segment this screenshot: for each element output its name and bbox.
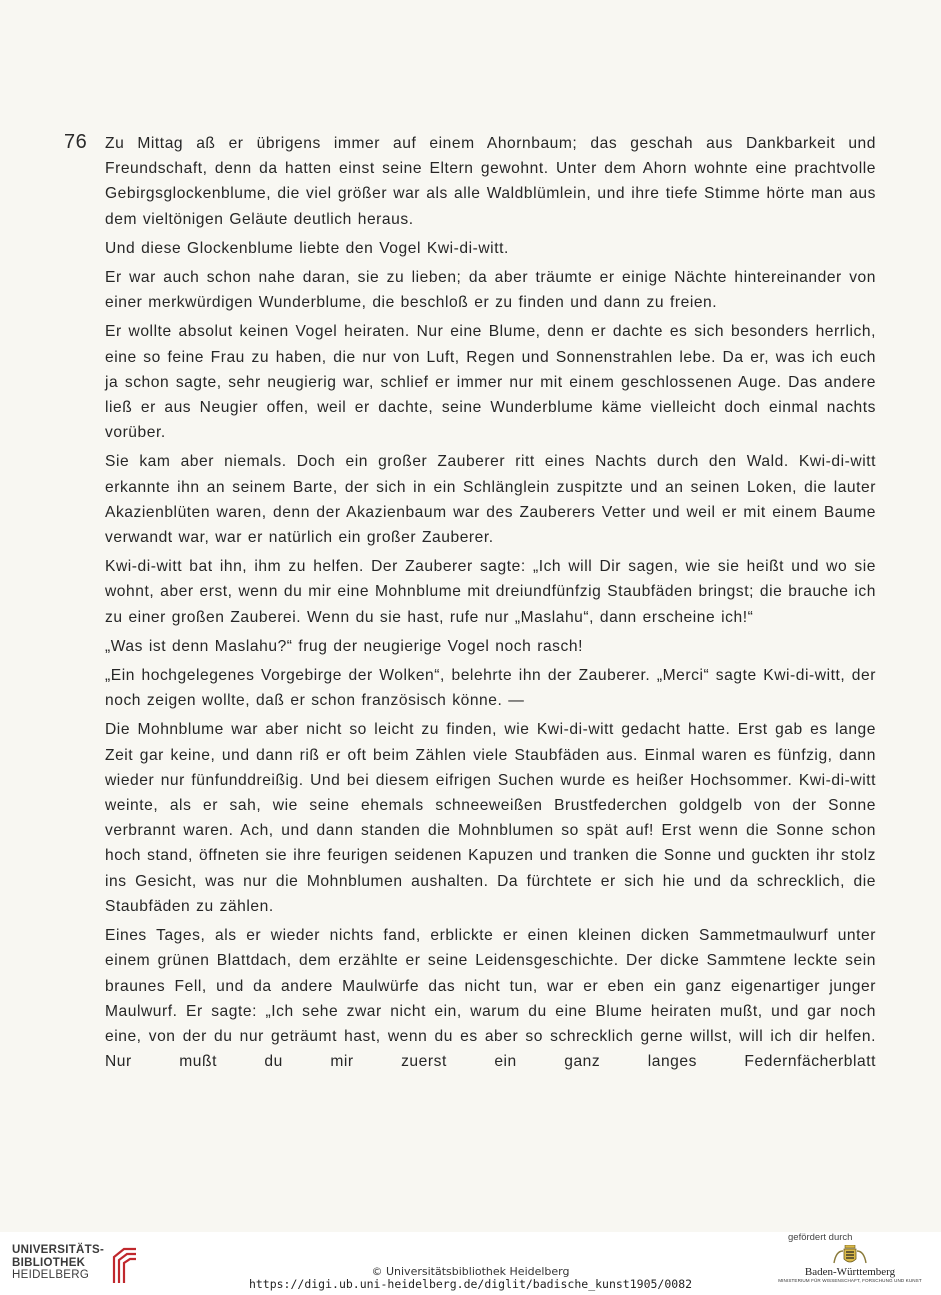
copyright-notice: © Universitätsbibliothek Heidelberg bbox=[371, 1265, 570, 1278]
library-name-line: UNIVERSITÄTS- bbox=[12, 1244, 105, 1256]
ministry-name: MINISTERIUM FÜR WISSENSCHAFT, FORSCHUNG UND KUNST bbox=[778, 1278, 922, 1283]
sponsor-label: gefördert durch bbox=[788, 1232, 853, 1243]
paragraph: Zu Mittag aß er übrigens immer auf einem Ahornbaum; das geschah aus Dankbarkeit und Freundschaft, denn da hatten einst seine Eltern gewohnt. Unter dem Ahorn wohnte eine prachtvolle Gebirgsglockenblume, die viel größer war als alle Waldblümlein, und ihre tiefe Stimme hörte man aus dem vieltönigen Geläute deutlich heraus. bbox=[105, 135, 876, 228]
paragraph: „Was ist denn Maslahu?“ frug der neugierige Vogel noch rasch! bbox=[105, 637, 583, 655]
library-name-line: BIBLIOTHEK bbox=[12, 1256, 86, 1269]
permalink-url[interactable]: https://digi.ub.uni-heidelberg.de/diglit/badische_kunst1905/0082 bbox=[248, 1277, 693, 1291]
paragraph: „Ein hochgelegenes Vorgebirge der Wolken“, belehrte ihn der Zauberer. „Merci“ sagte Kwi-di-witt, der noch zeigen wollte, daß er schon französisch könne. — bbox=[105, 667, 876, 710]
paragraph: Eines Tages, als er wieder nichts fand, erblickte er einen kleinen dicken Sammetmaulwurf unter einem grünen Blattdach, dem erzählte er seine Leidensgeschichte. Der dicke Sammtene leckte sein braunes Fell, und da andere Maulwürfe das nicht tun, war er eben ein ganz eigenartiger junger Maulwurf. Er sagte: „Ich sehe zwar nicht ein, warum du eine Blume heiraten mußt, und gar noch eine, von der du nur geträumt hast, wenn du es aber so schrecklich gerne willst, will ich dir helfen. Nur mußt du mir zuerst ein ganz langes Federnfächerblatt bbox=[105, 927, 876, 1071]
paragraph: Und diese Glockenblume liebte den Vogel Kwi-di-witt. bbox=[105, 239, 509, 257]
viewer-footer bbox=[0, 1232, 941, 1295]
paragraph: Er war auch schon nahe daran, sie zu lieben; da aber träumte er einige Nächte hintereinander von einer merkwürdigen Wunderblume, die beschloß er zu finden und dann zu freien. bbox=[105, 269, 876, 312]
paragraph: Er wollte absolut keinen Vogel heiraten. Nur eine Blume, denn er dachte es sich besonders herrlich, eine so feine Frau zu haben, die nur von Luft, Regen und Sonnenstrahlen lebe. Da er, was ich euch ja schon sagte, sehr neugierig war, schlief er immer nur mit einem geschlossenen Auge. Das andere ließ er aus Neugier offen, weil er dachte, seine Wunderblume käme vielleicht doch einmal nachts vorüber. bbox=[105, 323, 876, 442]
paragraph: Sie kam aber niemals. Doch ein großer Zauberer ritt eines Nachts durch den Wald. Kwi-di-witt erkannte ihn an seinem Barte, der sich in ein Schlänglein zuspitzte und an seinen Loken, die lauter Akazienblüten waren, denn der Akazienbaum war des Zauberers Vetter und weil er mit einem Baume verwandt war, war er natürlich ein großer Zauberer. bbox=[105, 453, 876, 547]
sponsor-block[interactable] bbox=[770, 1232, 930, 1283]
state-name: Baden-Württemberg bbox=[804, 1266, 896, 1278]
paragraph: Kwi-di-witt bat ihn, ihm zu helfen. Der Zauberer sagte: „Ich will Dir sagen, wie sie heißt und wo sie wohnt, aber erst, wenn du mir eine Mohnblume mit dreiundfünfzig Staubfäden bringst; die brauche ich zu einer großen Zauberei. Wenn du sie hast, rufe nur „Maslahu“, dann erscheine ich!“ bbox=[105, 558, 876, 626]
page-number: 76 bbox=[64, 131, 88, 153]
state-crest-icon bbox=[830, 1245, 870, 1267]
body-text bbox=[105, 131, 876, 1078]
library-name-line: HEIDELBERG bbox=[12, 1269, 90, 1281]
paragraph: Die Mohnblume war aber nicht so leicht zu finden, wie Kwi-di-witt gedacht hatte. Erst gab es lange Zeit gar keine, und dann riß er oft beim Zählen viele Staubfäden aus. Einmal waren es fünfzig, dann wieder nur fünfunddreißig. Und bei diesem eifrigen Suchen wurde es heißer Hochsommer. Kwi-di-witt weinte, als er sah, wie seine ehemals schneeweißen Brustfederchen goldgelb von der Sonne verbrannt waren. Ach, und dann standen die Mohnblumen so spät auf! Erst wenn die Sonne schon hoch stand, öffneten sie ihre feurigen seidenen Kapuzen und tranken die Sonne und guckten ihr stolz ins Gesicht, was nur die Mohnblumen aushalten. Da fürchtete er sich hie und da schrecklich, die Staubfäden zu zählen. bbox=[105, 721, 876, 915]
